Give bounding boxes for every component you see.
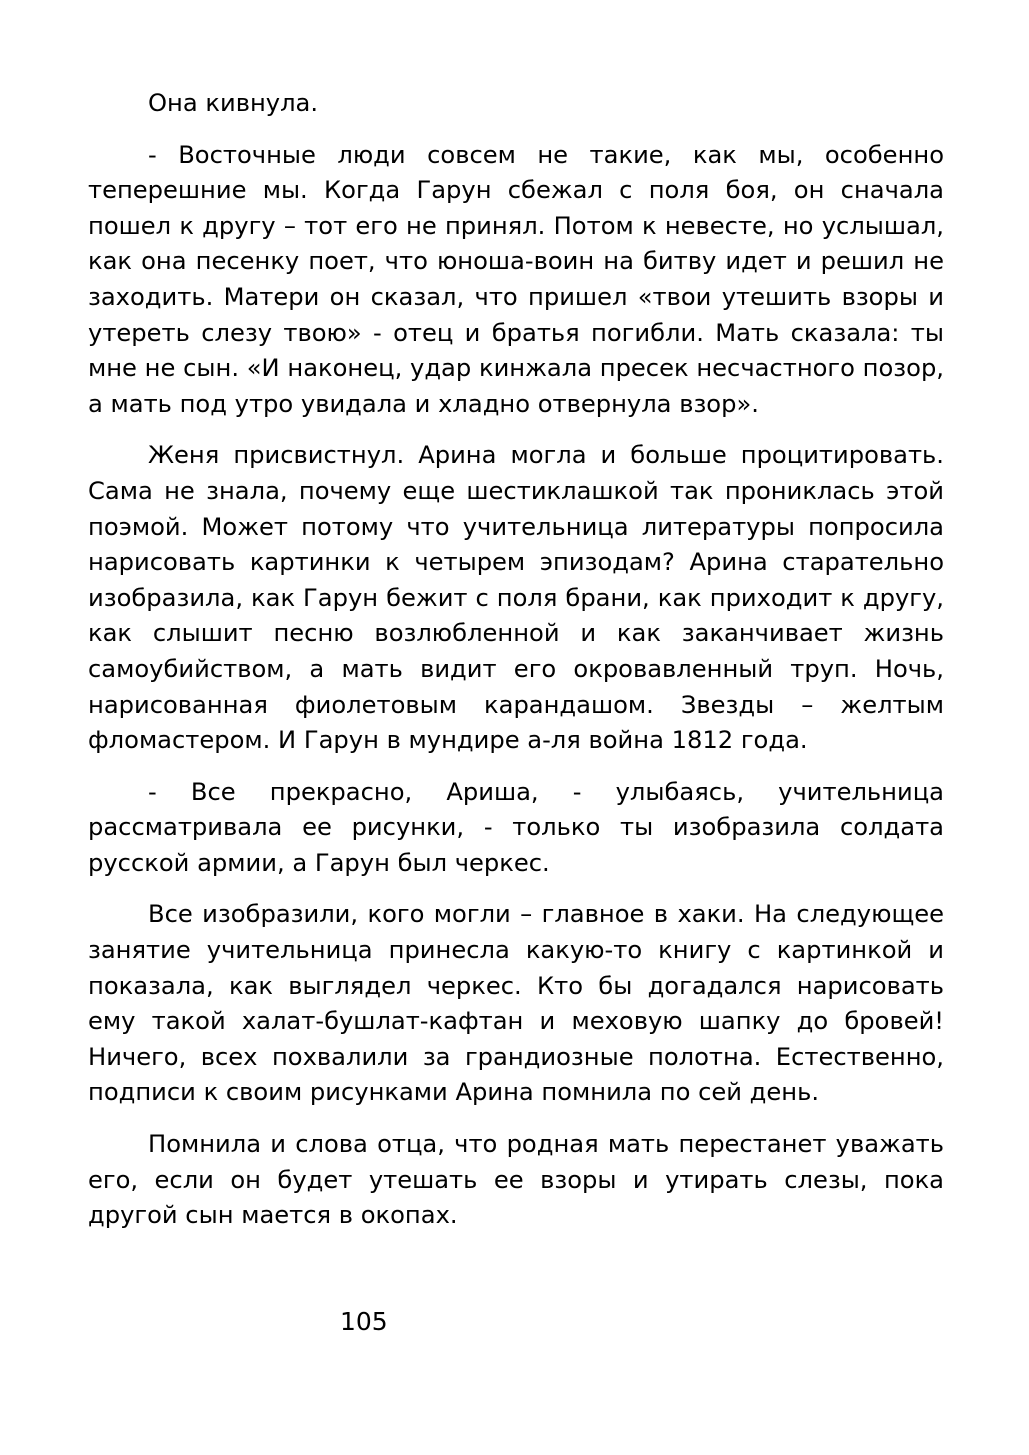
paragraph-5: Все изобразили, кого могли – главное в хаки. На следующее занятие учительница принесла какую-то книгу с картинкой и показала, как выглядел черкес. Кто бы догадался нарисовать ему такой халат-бушлат-кафтан и меховую шапку до бровей! Ничего, всех похвалили за грандиозные полотна. Естественно, подписи к своим рисунками Арина помнила по сей день. <box>88 900 944 1107</box>
paragraph-2: - Восточные люди совсем не такие, как мы, особенно теперешние мы. Когда Гарун сбежал с поля боя, он сначала пошел к другу – тот его не принял. Потом к невесте, но услышал, как она песенку поет, что юноша-воин на битву идет и решил не заходить. Матери он сказал, что пришел «твои утешить взоры и утереть слезу твою» - отец и братья погибли. Мать сказала: ты мне не сын. «И наконец, удар кинжала пресек несчастного позор, а мать под утро увидала и хладно отвернула взор». <box>88 140 944 418</box>
paragraph-1: Она кивнула. <box>148 89 319 117</box>
body-text-column <box>88 86 944 1250</box>
page-number: 105 <box>340 1307 388 1336</box>
paragraph-3: Женя присвистнул. Арина могла и больше процитировать. Сама не знала, почему еще шестиклашкой так прониклась этой поэмой. Может потому что учительница литературы попросила нарисовать картинки к четырем эпизодам? Арина старательно изобразила, как Гарун бежит с поля брани, как приходит к другу, как слышит песню возлюбленной и как заканчивает жизнь самоубийством, а мать видит его окровавленный труп. Ночь, нарисованная фиолетовым карандашом. Звезды – желтым фломастером. И Гарун в мундире а-ля война 1812 года. <box>88 441 944 755</box>
paragraph-6: Помнила и слова отца, что родная мать перестанет уважать его, если он будет утешать ее взоры и утирать слезы, пока другой сын мается в окопах. <box>88 1130 944 1230</box>
paragraph-4: - Все прекрасно, Ариша, - улыбаясь, учительница рассматривала ее рисунки, - только ты изобразила солдата русской армии, а Гарун был черкес. <box>88 777 944 877</box>
